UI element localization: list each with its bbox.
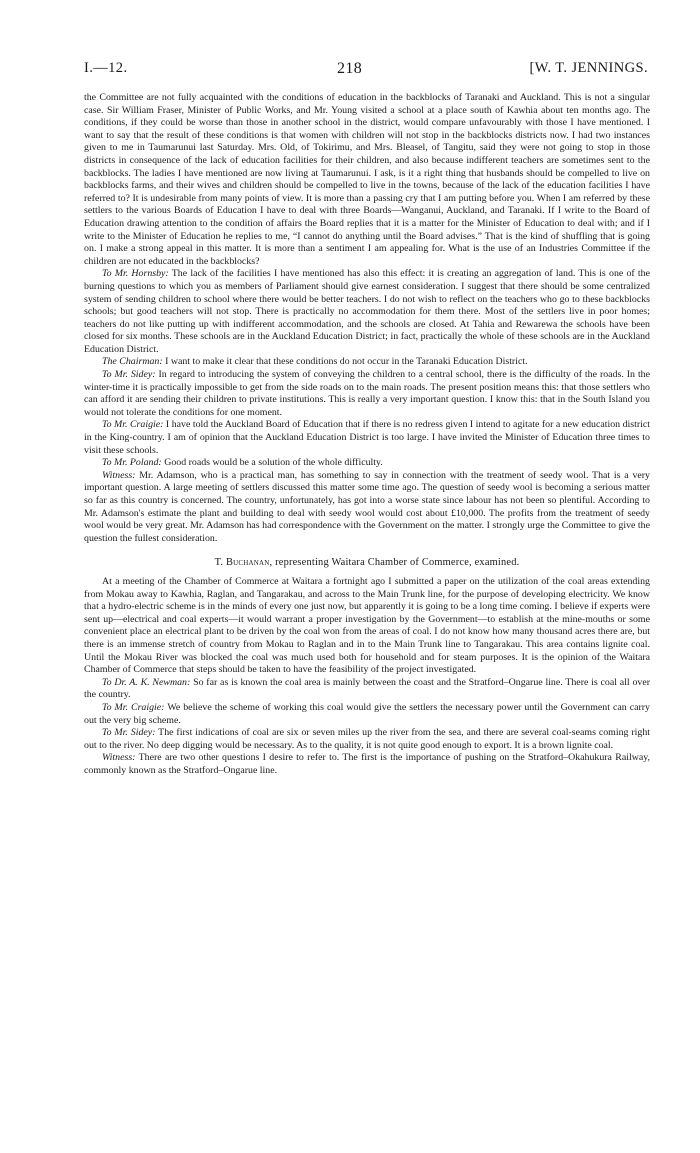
paragraph: Witness: There are two other questions I desire to refer to. The first is the importance of pushing on the Stratford–Okahukura Railway, commonly known as the Stratford–Ongarue line.	[84, 752, 650, 776]
paragraph: To Mr. Sidey: The first indications of coal are six or seven miles up the river from the sea, and there are several coal-seams coming right out to the river. No deep digging would be necessary. As to the quality, it is not quite good enough to export. It is a brown lignite coal.	[84, 727, 651, 751]
page-header	[84, 60, 648, 80]
speaker-label: To Mr. Poland:	[102, 457, 162, 469]
paragraph: To Mr. Sidey: In regard to introducing the system of conveying the children to a central school, there is the difficulty of the roads. In the winter-time it is practically impossible to get from the side roads on to the main roads. The present position means this: that those settlers who can afford it are sending their children to private institutions. This is really a very important question. I know this: that in the South Island you would not tolerate the conditions for one moment.	[84, 369, 651, 418]
page-body	[84, 92, 650, 777]
speaker-label: To Mr. Hornsby:	[102, 268, 169, 280]
speaker-label: To Mr. Craigie:	[102, 419, 164, 431]
speaker-label: Witness:	[102, 469, 136, 481]
paragraph: To Mr. Craigie: I have told the Auckland Board of Education that if there is no redress given I intend to agitate for a new education district in the King-country. I am of opinion that the Auckland Education District is too large. I have invited the Minister of Education three times to visit these schools.	[84, 419, 650, 456]
paragraph: The Chairman: I want to make it clear that these conditions do not occur in the Taranaki Education District.	[102, 356, 528, 368]
paragraph: To Mr. Poland: Good roads would be a solution of the whole difficulty.	[102, 457, 383, 469]
paragraph: To Dr. A. K. Newman: So far as is known the coal area is mainly between the coast and the Stratford–Ongarue line. There is coal all over the country.	[84, 676, 650, 701]
page-number: 218	[337, 60, 363, 77]
parliamentary-paper-reference: I.—12.	[84, 60, 128, 76]
paragraph: Witness: Mr. Adamson, who is a practical man, has something to say in connection with the treatment of seedy wool. That is a very important question. A large meeting of settlers discussed this matter some time ago. The question of seedy wool is becoming a serious matter so far as this country is concerned. The country, unfortunately, has got into a worse state since labour has not been so plentiful. According to Mr. Adamson's estimate the plant and building to deal with seedy wool would cost about £10,000. The profits from the treatment of seedy wool would be very great. Mr. Adamson has had correspondence with the Government on the matter. I strongly urge the Committee to give the question the fullest consideration.	[84, 469, 650, 544]
witness-name: T. Buchanan,	[214, 557, 273, 569]
paragraph: To Mr. Craigie: We believe the scheme of working this coal would give the settlers the necessary power until the Government can carry out the very big scheme.	[84, 701, 650, 726]
paragraph: the Committee are not fully acquainted with the conditions of education in the backblocks of Taranaki and Auckland. This is not a singular case. Sir William Fraser, Minister of Public Works, and Mr. Young visited a school at a place south of Kawhia about ten months ago. The conditions, if they could be worse than those in another school in the district, would compare unfavourably with those I have mentioned. I want to say that the result of these conditions is that women with children will not stop in the backblocks districts now. I had two instances given to me in Taumarunui last Saturday. Mrs. Old, of Tokirimu, and Mrs. Bleasel, of Tangitu, said they were not going to stop in those districts in consequence of the lack of education facilities for their children, and also because indifferent teachers are sometimes sent to the backblocks. The ladies I have mentioned are now living at Taumarunui. I ask, is it a right thing that husbands should be compelled to live on backblocks farms, and their wives and children should be compelled to live in the towns, because of the lack of the education facilities I have referred to? It is undesirable from many points of view. It is more than a passing cry that I am putting before you. When I am referred by these settlers to the various Boards of Education I have to deal with three Boards—Wanganui, Auckland, and Taranaki. If I write to the Board of Education drawing attention to the condition of affairs the Board replies that it is a matter for the Minister of Education to deal with; and if I write to the Minister of Education he replies to me, “I cannot do anything until the Board advises.” That is the kind of shuffling that is going on. I make a strong appeal in this matter. It is more than a sentiment I am appealing for. What is the use of an Industries Committee if the children are not educated in the backblocks?	[84, 92, 650, 267]
speaker-label: To Mr. Sidey:	[102, 369, 156, 381]
speaker-label: To Mr. Sidey:	[102, 727, 156, 739]
witness-name-header: [W. T. JENNINGS.	[529, 60, 648, 76]
paragraph: At a meeting of the Chamber of Commerce at Waitara a fortnight ago I submitted a paper on the utilization of the coal areas extending from Mokau away to Kawhia, Raglan, and Tangarakau, and across to the Main Trunk line, for the purpose of developing electricity. We know that a hydro-electric scheme is in the minds of every one just now, but apparently it is going to be a long time coming. I believe if experts were sent up—electrical and coal experts—it would warrant a proper investigation by the Government—to establish at the mine-mouths or some convenient place an electrical plant to be driven by the coal won from the areas of coal. I do not know how many thousand acres there are, but there is an immense stretch of country from Mokau to Raglan and in to the Main Trunk line to Tangarakau. This area contains lignite coal. Until the Mokau River was blocked the coal was much used both for household and for steam purposes. It is the opinion of the Waitara Chamber of Commerce that steps should be taken to have the feasibility of the project investigated.	[84, 575, 650, 676]
paragraph: To Mr. Hornsby: The lack of the facilities I have mentioned has also this effect: it is creating an aggregation of land. This is one of the burning questions to which you as members of Parliament should give earnest consideration. I suggest that there should be some centralized system of sending children to school where there would be better teachers. I do not wish to reflect on the teachers who go to these backblocks schools; but good teachers will not stop. There is practically no accommodation for them there. Most of the settlers live in poor homes; teachers do not like putting up with indifferent accommodation, and the schools are closed. At Tahia and Rewarewa the schools have been closed for six months. These schools are in the Auckland Education District; in fact, practically the whole of these schools are in the Auckland Education District.	[84, 268, 650, 355]
speaker-label: To Dr. A. K. Newman:	[102, 676, 191, 688]
speaker-label: Witness:	[102, 752, 136, 764]
section-heading: T. Buchanan, representing Waitara Chamber of Commerce, examined.	[214, 557, 520, 569]
speaker-label: The Chairman:	[102, 356, 163, 368]
speaker-label: To Mr. Craigie:	[102, 701, 165, 713]
